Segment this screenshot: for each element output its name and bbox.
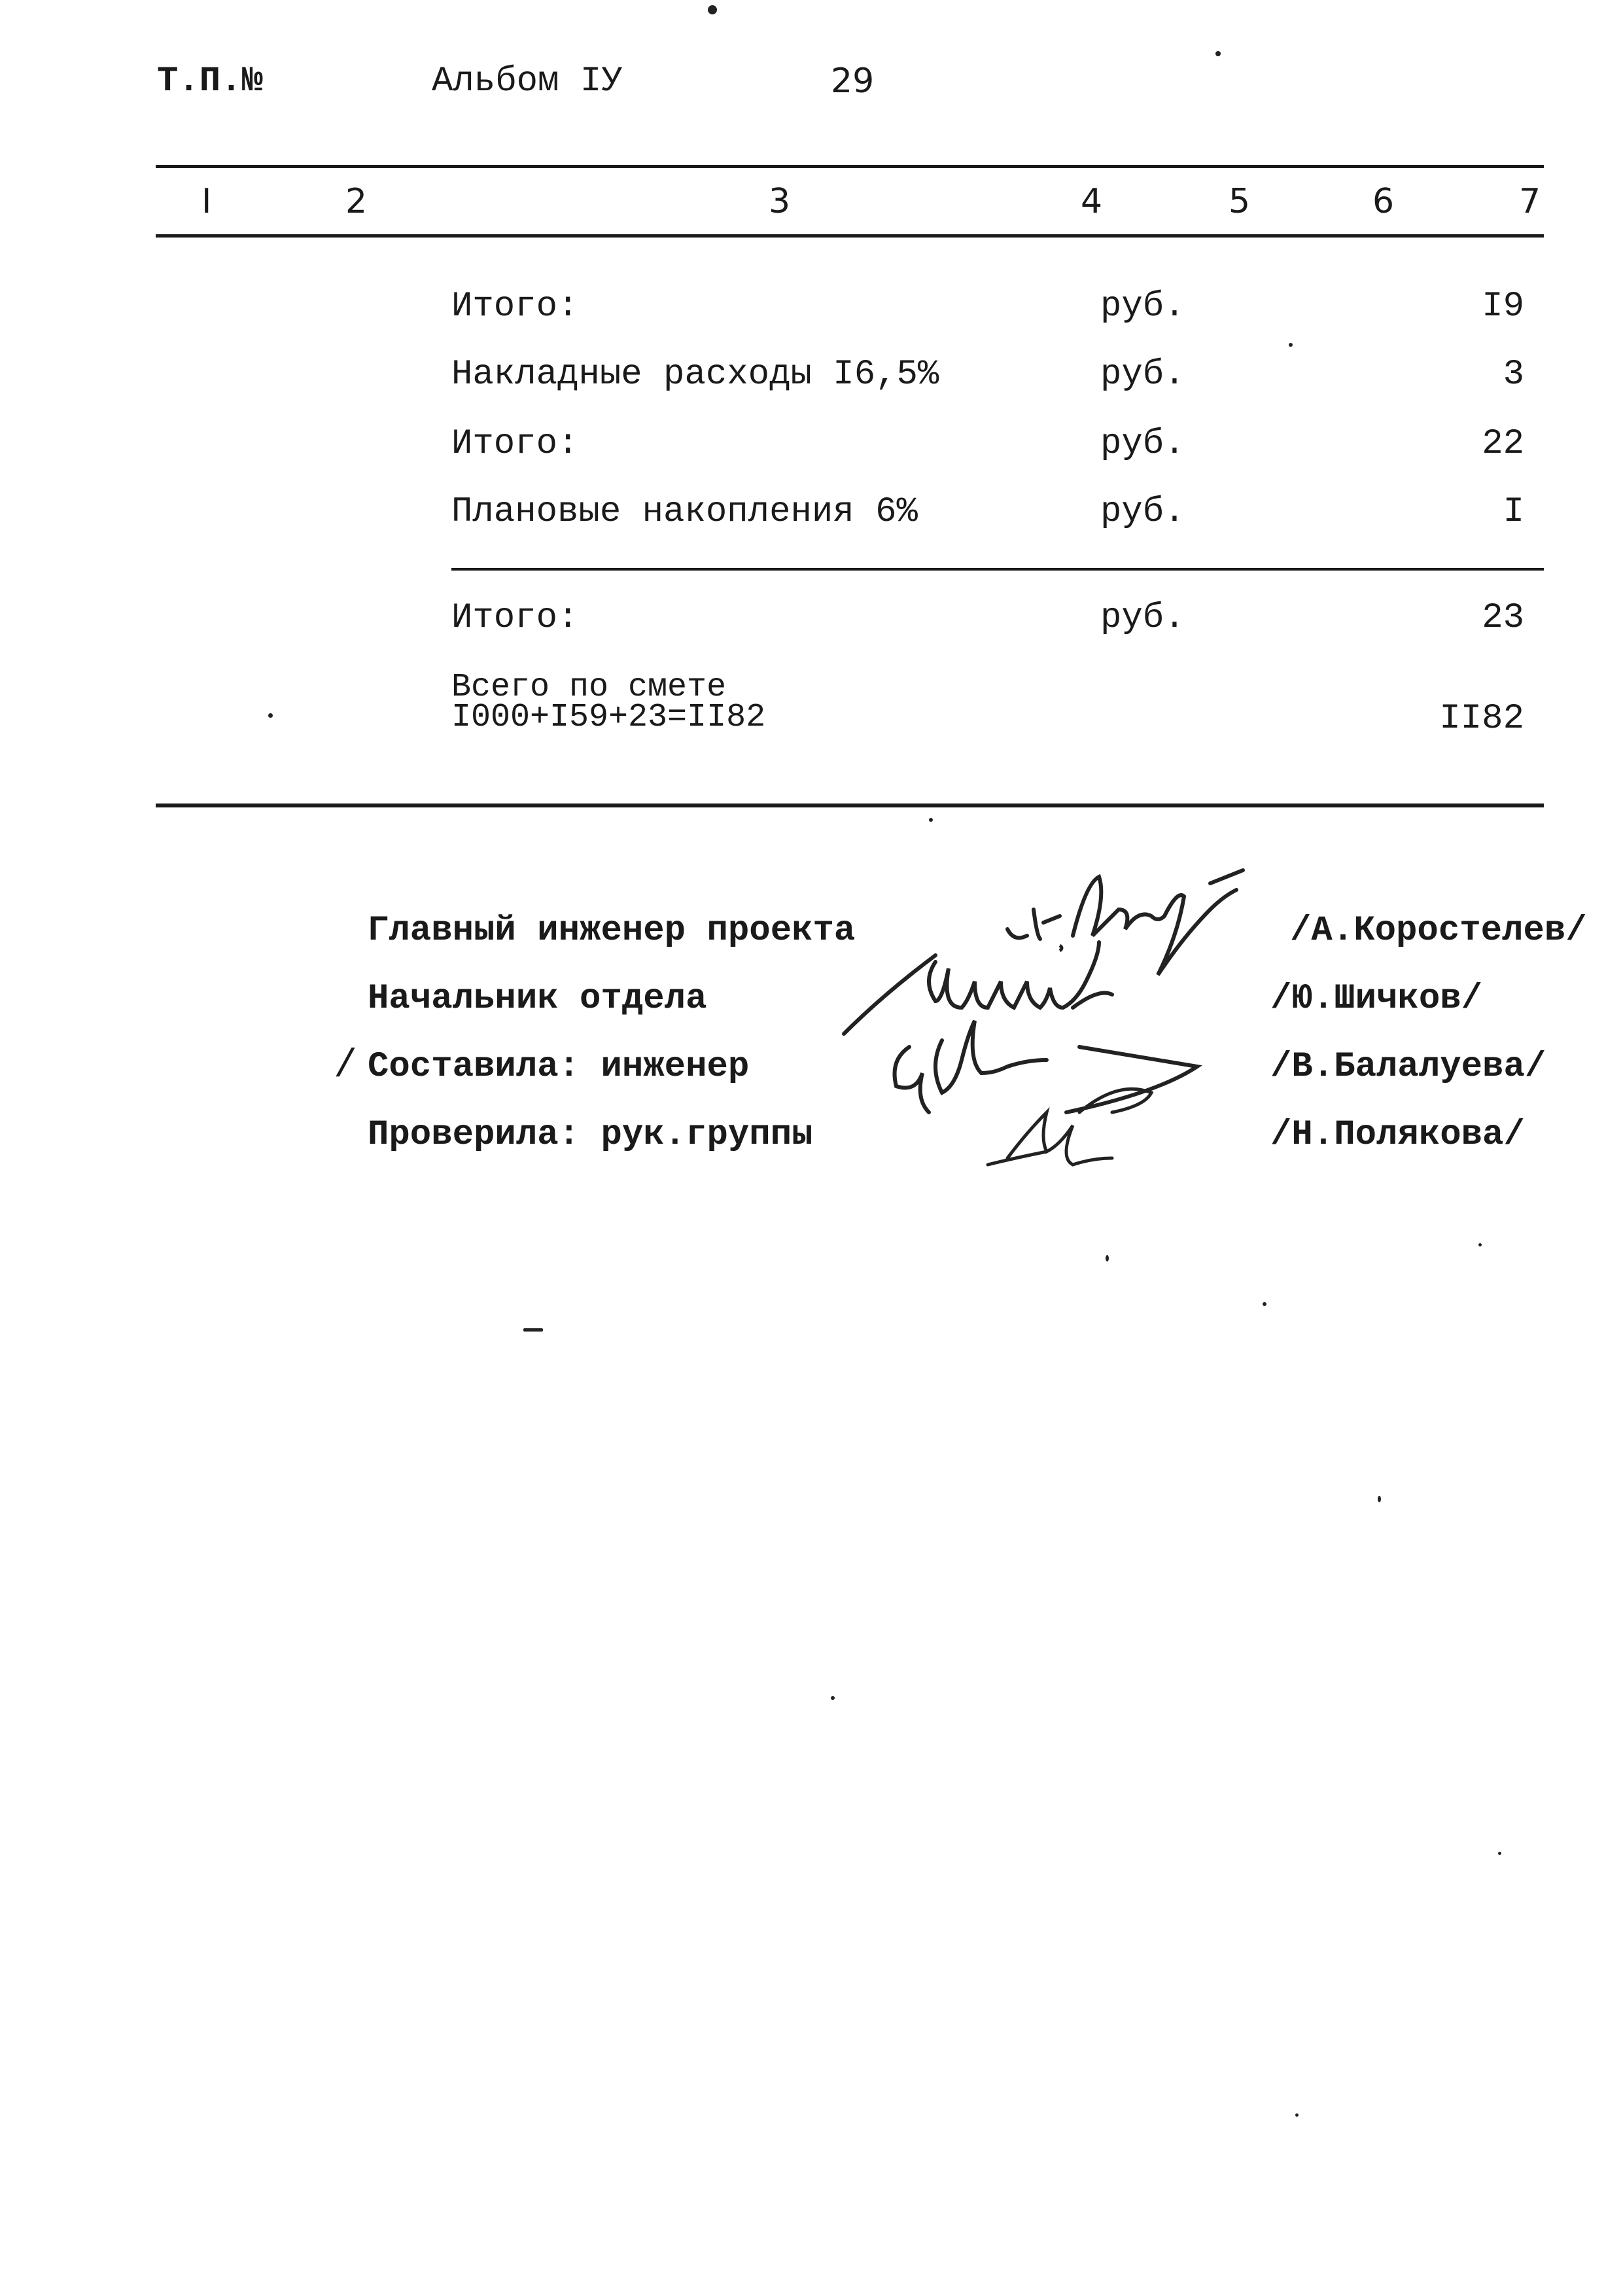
row-item-value: I (1503, 492, 1524, 532)
row-item-unit: руб. (1100, 492, 1185, 532)
tp-label: Т.П.№ (157, 62, 264, 101)
scan-speck (1215, 51, 1221, 56)
page-number: 29 (831, 62, 875, 101)
signature-name: /В.Балалуева/ (1270, 1047, 1546, 1087)
table-top-rule (156, 165, 1544, 168)
scan-speck (1498, 1852, 1501, 1855)
album-label: Альбом IУ (432, 62, 623, 101)
row-item-value: 23 (1482, 598, 1524, 638)
column-header-5: 5 (1229, 182, 1251, 221)
scan-speck (523, 1328, 543, 1332)
signature-role: Начальник отдела (368, 979, 707, 1019)
signature-role: Проверила: рук.группы (368, 1115, 813, 1155)
column-header-2: 2 (345, 182, 368, 221)
scan-speck (929, 818, 933, 822)
total-formula: I000+I59+23=II82 (451, 699, 766, 736)
signature-name: /Н.Полякова/ (1270, 1115, 1525, 1155)
signature-name: /Ю.Шичков/ (1270, 979, 1483, 1019)
row-item-name: Накладные расходы I6,5% (451, 355, 939, 395)
row-item-value: I9 (1482, 287, 1524, 327)
row-item-name: Итого: (451, 424, 579, 464)
table-bottom-rule (156, 804, 1544, 807)
scan-speck (1478, 1243, 1482, 1246)
scan-speck (1263, 1302, 1266, 1306)
row-item-unit: руб. (1100, 424, 1185, 464)
column-header-6: 6 (1372, 182, 1395, 221)
column-header-7: 7 (1519, 182, 1541, 221)
scan-speck (268, 713, 273, 718)
scan-speck (1295, 2113, 1299, 2117)
row-item-unit: руб. (1100, 598, 1185, 638)
total-value: II82 (1439, 699, 1524, 739)
scan-speck (831, 1696, 835, 1700)
row-item-value: 3 (1503, 355, 1524, 395)
row-item-name: Плановые накопления 6% (451, 492, 918, 532)
column-header-4: 4 (1081, 182, 1103, 221)
signature-name: /А.Коростелев/ (1290, 911, 1587, 951)
row-item-name: Итого: (451, 287, 579, 327)
row-item-value: 22 (1482, 424, 1524, 464)
margin-tick-mark: / (334, 1044, 358, 1089)
signature-role: Составила: инженер (368, 1047, 750, 1087)
row-item-unit: руб. (1100, 355, 1185, 395)
column-header-3: 3 (769, 182, 791, 221)
scan-speck (708, 5, 717, 14)
column-header-1: I (201, 182, 212, 221)
scan-speck (1378, 1496, 1381, 1502)
total-label: Всего по смете (451, 669, 727, 706)
subtotal-rule (451, 568, 1544, 571)
scan-speck (1289, 343, 1293, 347)
table-header-rule (156, 234, 1544, 238)
signature-role: Главный инженер проекта (368, 911, 856, 951)
handwritten-signature-group-head (981, 1086, 1191, 1181)
row-item-name: Итого: (451, 598, 579, 638)
scan-speck (1106, 1255, 1109, 1262)
row-item-unit: руб. (1100, 287, 1185, 327)
